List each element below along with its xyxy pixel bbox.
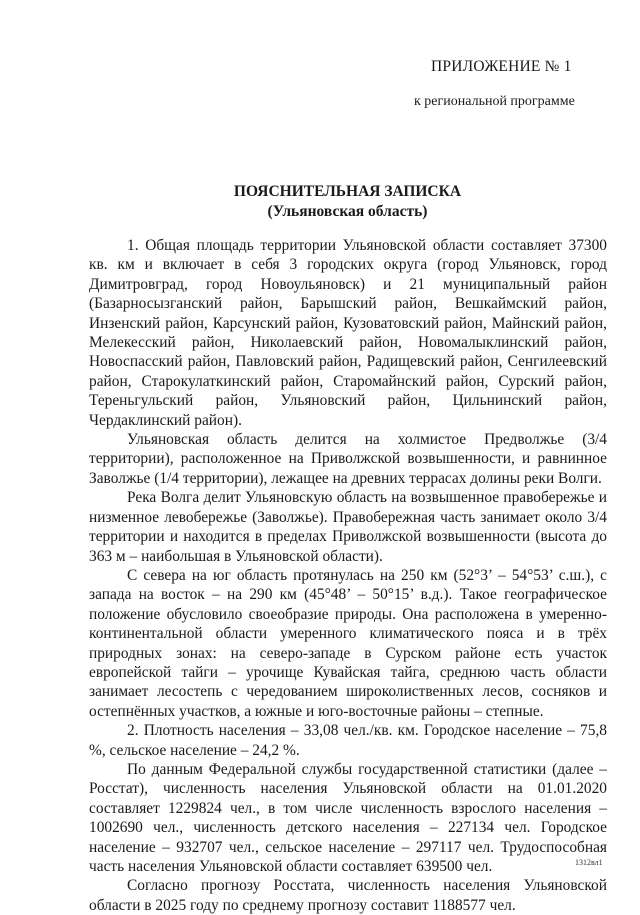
document-code: 1312вл1 bbox=[575, 858, 603, 867]
annex-number: ПРИЛОЖЕНИЕ № 1 bbox=[431, 58, 572, 75]
paragraph-geography: С севера на юг область протянулась на 250 км (52°3’ – 54°53’ с.ш.), с запада на восток – на 290 км (45°48’ – 50°15’ в.д.). Такое географическое положение обусловило своеобразие природы. Она расположена в умеренно-континентальной области умеренного климатического пояса и в трёх природных зонах: на северо-западе в Сурском районе есть участок европейской тайги – урочище Кувайская тайга, среднюю часть области занимает лесостепь с чередованием широколиственных лесов, сосняков и остепнённых участков, а южные и юго-восточные районы – степные. bbox=[89, 566, 607, 720]
paragraph-density: 2. Плотность населения – 33,08 чел./кв. км. Городское население – 75,8 %, сельское население – 24,2 %. bbox=[89, 722, 607, 759]
document-body bbox=[89, 236, 607, 915]
paragraph-forecast: Согласно прогнозу Росстата, численность населения Ульяновской области в 2025 году по среднему прогнозу составит 1188577 чел. bbox=[89, 877, 607, 914]
paragraph-volga: Река Волга делит Ульяновскую область на возвышенное правобережье и низменное левобережье (Заволжье). Правобережная часть занимает около 3/4 территории и находится в пределах Приволжской возвышенности (высота до 363 м – наибольшая в Ульяновской области). bbox=[89, 489, 607, 565]
paragraph-relief: Ульяновская область делится на холмистое Предволжье (3/4 территории), расположенное на Приволжской возвышенности, и равнинное Заволжье (1/4 территории), лежащее на древних террасах долины реки Волги. bbox=[89, 431, 607, 487]
annex-subtitle: к региональной программе bbox=[414, 94, 575, 109]
paragraph-population: По данным Федеральной службы государственной статистики (далее – Росстат), численность населения Ульяновской области на 01.01.2020 составляет 1229824 чел., в том числе численность взрослого населения – 1002690 чел., численность детского населения – 227134 чел. Городское население – 932707 чел., сельское население – 297117 чел. Трудоспособная часть населения Ульяновской области составляет 639500 чел. bbox=[89, 760, 607, 875]
paragraph-territory: 1. Общая площадь территории Ульяновской области составляет 37300 кв. км и включает в себя 3 городских округа (город Ульяновск, город Димитровград, город Новоульяновск) и 21 муниципальный район (Базарносызганский район, Барышский район, Вешкаймский район, Инзенский район, Карсунский район, Кузоватовский район, Майнский район, Мелекесский район, Николаевский район, Новомалыклинский район, Новоспасский район, Павловский район, Радищевский район, Сенгилеевский район, Старокулаткинский район, Старомайнский район, Сурский район, Тереньгульский район, Ульяновский район, Цильнинский район, Чердаклинский район). bbox=[89, 237, 607, 429]
document-title bbox=[0, 182, 640, 222]
title-region: (Ульяновская область) bbox=[267, 203, 428, 220]
title-main: ПОЯСНИТЕЛЬНАЯ ЗАПИСКА bbox=[233, 183, 462, 200]
